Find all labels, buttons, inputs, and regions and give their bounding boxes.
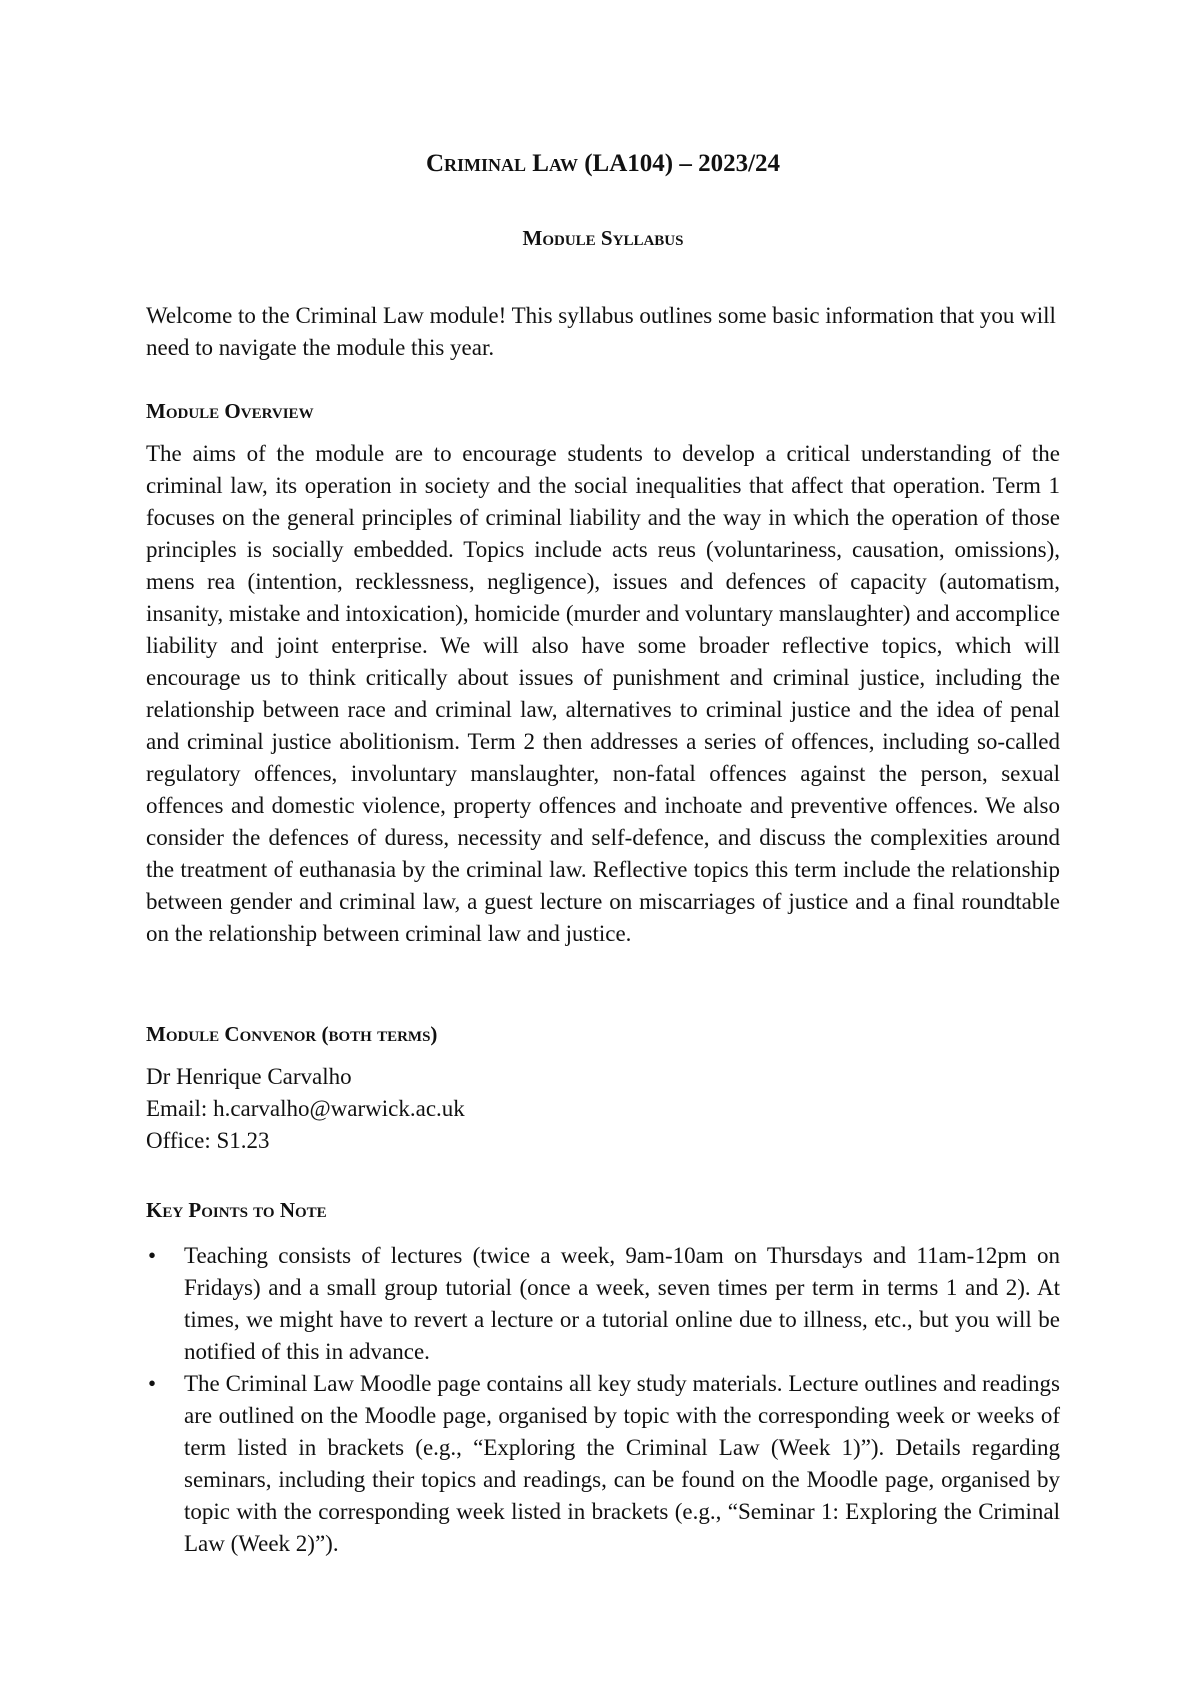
- document-subtitle: Module Syllabus: [522, 226, 684, 250]
- intro-paragraph: Welcome to the Criminal Law module! This syllabus outlines some basic information that you will need to navigate the module this year.: [146, 303, 1056, 360]
- key-points-heading: Key Points to Note: [146, 1198, 327, 1222]
- convenor-name: Dr Henrique Carvalho: [146, 1064, 352, 1089]
- bullet-icon: •: [148, 1371, 157, 1396]
- convenor-email: Email: h.carvalho@warwick.ac.uk: [146, 1096, 465, 1121]
- list-item-text: The Criminal Law Moodle page contains all key study materials. Lecture outlines and readings are outlined on the Moodle page, organised by topic with the corresponding week or weeks of term listed in brackets (e.g., “Exploring the Criminal Law (Week 1)”). Details regarding seminars, including their topics and readings, can be found on the Moodle page, organised by topic with the corresponding week listed in brackets (e.g., “Seminar 1: Exploring the Criminal Law (Week 2)”).: [184, 1371, 1060, 1556]
- convenor-heading: Module Convenor (both terms): [146, 1022, 438, 1046]
- document-title: Criminal Law (LA104) – 2023/24: [425, 150, 781, 177]
- convenor-contact: [146, 1061, 1060, 1157]
- list-item: [146, 1240, 1060, 1368]
- list-item: [146, 1368, 1060, 1560]
- list-item-text: Teaching consists of lectures (twice a week, 9am-10am on Thursdays and 11am-12pm on Fridays) and a small group tutorial (once a week, seven times per term in terms 1 and 2). At times, we might have to revert a lecture or a tutorial online due to illness, etc., but you will be notified of this in advance.: [184, 1243, 1060, 1364]
- bullet-icon: •: [148, 1243, 157, 1268]
- key-points-list: [146, 1240, 1060, 1560]
- overview-paragraph: The aims of the module are to encourage students to develop a critical understanding of the criminal law, its operation in society and the social inequalities that affect that operation. Term 1 focuses on the general principles of criminal liability and the way in which the operation of those principles is socially embedded. Topics include acts reus (voluntariness, causation, omissions), mens rea (intention, recklessness, negligence), issues and defences of capacity (automatism, insanity, mistake and intoxication), homicide (murder and voluntary manslaughter) and accomplice liability and joint enterprise. We will also have some broader reflective topics, which will encourage us to think critically about issues of punishment and criminal justice, including the relationship between race and criminal law, alternatives to criminal justice and the idea of penal and criminal justice abolitionism. Term 2 then addresses a series of offences, including so-called regulatory offences, involuntary manslaughter, non-fatal offences against the person, sexual offences and domestic violence, property offences and inchoate and preventive offences. We also consider the defences of duress, necessity and self-defence, and discuss the complexities around the treatment of euthanasia by the criminal law. Reflective topics this term include the relationship between gender and criminal law, a guest lecture on miscarriages of justice and a final roundtable on the relationship between criminal law and justice.: [146, 441, 1060, 946]
- overview-heading: Module Overview: [146, 399, 314, 423]
- convenor-office: Office: S1.23: [146, 1128, 270, 1153]
